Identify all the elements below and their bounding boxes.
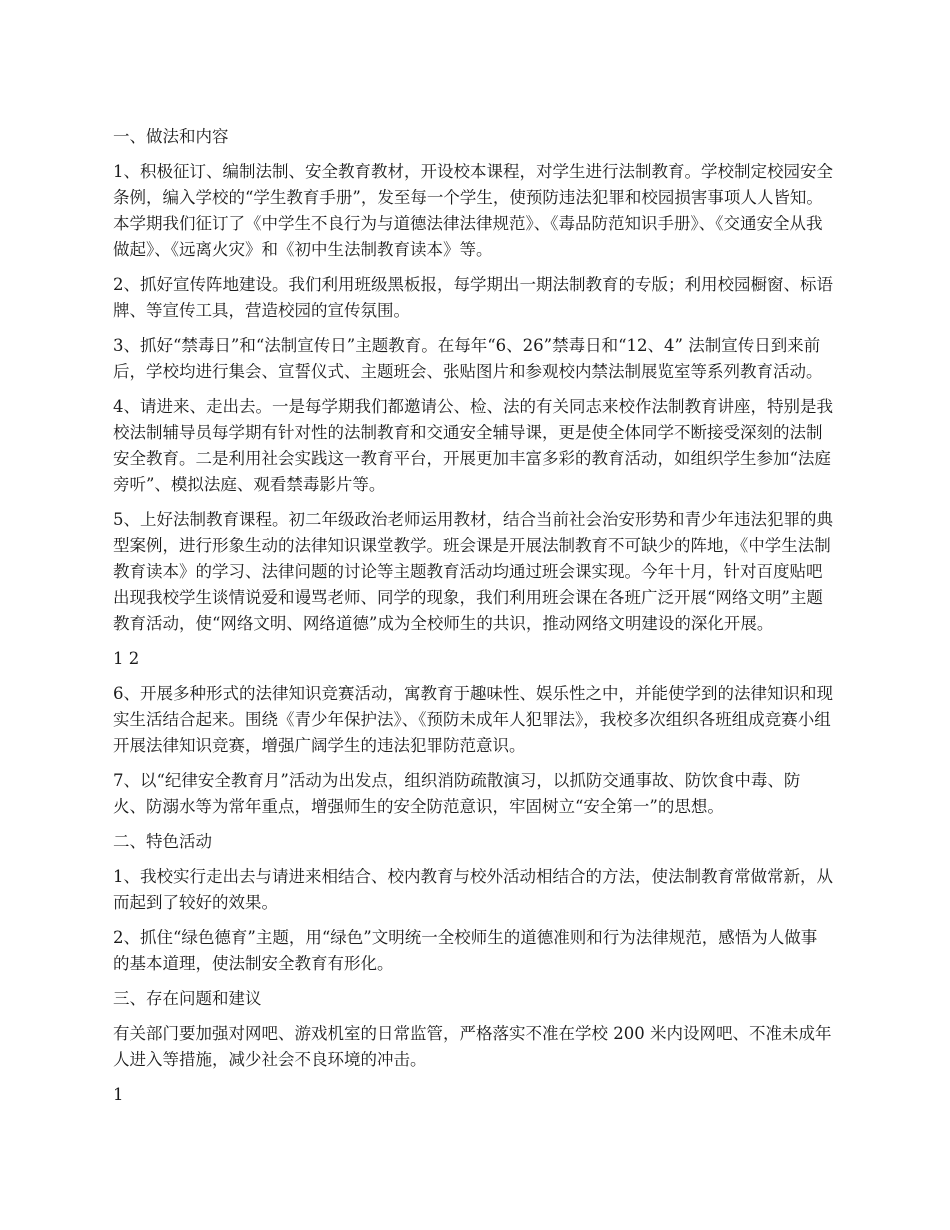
document-body	[113, 124, 833, 1117]
paragraph-special-1: 1、我校实行走出去与请进来相结合、校内教育与校外活动相结合的方法，使法制教育常做常新，从而起到了较好的效果。	[113, 867, 833, 912]
paragraph-4-invite-in-go-out: 4、请进来、走出去。一是每学期我们都邀请公、检、法的有关同志来校作法制教育讲座，特别是我校法制辅导员每学期有针对性的法制教育和交通安全辅导课，更是使全体同学不断接受深刻的法制安全教育。二是利用社会实践这一教育平台，开展更加丰富多彩的教育活动，如组织学生参加“法庭旁听”、模拟法庭、观看禁毒影片等。	[113, 397, 833, 494]
paragraph-3-theme-days: 3、抓好“禁毒日”和“法制宣传日”主题教育。在每年“6、26”禁毒日和“12、4” 法制宣传日到来前后，学校均进行集会、宣誓仪式、主题班会、张贴图片和参观校内禁法制展览室等系列教育活动。	[113, 336, 823, 381]
page-number: 1	[113, 1085, 124, 1104]
paragraph-special-2: 2、抓住“绿色德育”主题，用“绿色”文明统一全校师生的道德准则和行为法律规范，感悟为人做事的基本道理，使法制安全教育有形化。	[113, 928, 818, 973]
section-heading-problems: 三、存在问题和建议	[113, 989, 262, 1008]
paragraph-2-publicity: 2、抓好宣传阵地建设。我们利用班级黑板报，每学期出一期法制教育的专版；利用校园橱窗、标语牌、等宣传工具，营造校园的宣传氛围。	[113, 275, 833, 320]
paragraph-7-safety-month: 7、以“纪律安全教育月”活动为出发点，组织消防疏散演习，以抓防交通事故、防饮食中毒、防火、防溺水等为常年重点，增强师生的安全防范意识，牢固树立“安全第一”的思想。	[113, 771, 801, 816]
section-heading-practices: 一、做法和内容	[113, 127, 229, 146]
paragraph-suggestion: 有关部门要加强对网吧、游戏机室的日常监管，严格落实不准在学校 200 米内设网吧、不准未成年人进入等措施，减少社会不良环境的冲击。	[113, 1024, 832, 1069]
page-marker-12: 1 2	[113, 649, 140, 668]
paragraph-1-textbooks: 1、积极征订、编制法制、安全教育教材，开设校本课程，对学生进行法制教育。学校制定校园安全条例，编入学校的“学生教育手册”，发至每一个学生，使预防违法犯罪和校园损害事项人人皆知。本学期我们征订了《中学生不良行为与道德法律法律规范》、《毒品防范知识手册》、《交通安全从我做起》、《远离火灾》和《初中生法制教育读本》等。	[113, 162, 833, 259]
paragraph-5-courses: 5、上好法制教育课程。初二年级政治老师运用教材，结合当前社会治安形势和青少年违法犯罪的典型案例，进行形象生动的法律知识课堂教学。班会课是开展法制教育不可缺少的阵地，《中学生法制教育读本》的学习、法律问题的讨论等主题教育活动均通过班会课实现。今年十月，针对百度贴吧出现我校学生谈情说爱和谩骂老师、同学的现象，我们利用班会课在各班广泛开展“网络文明”主题教育活动，使“网络文明、网络道德”成为全校师生的共识，推动网络文明建设的深化开展。	[113, 510, 833, 633]
section-heading-special-activities: 二、特色活动	[113, 832, 212, 851]
paragraph-6-competitions: 6、开展多种形式的法律知识竞赛活动，寓教育于趣味性、娱乐性之中，并能使学到的法律知识和现实生活结合起来。围绕《青少年保护法》、《预防未成年人犯罪法》，我校多次组织各班组成竞赛小组开展法律知识竞赛，增强广阔学生的违法犯罪防范意识。	[113, 684, 833, 755]
